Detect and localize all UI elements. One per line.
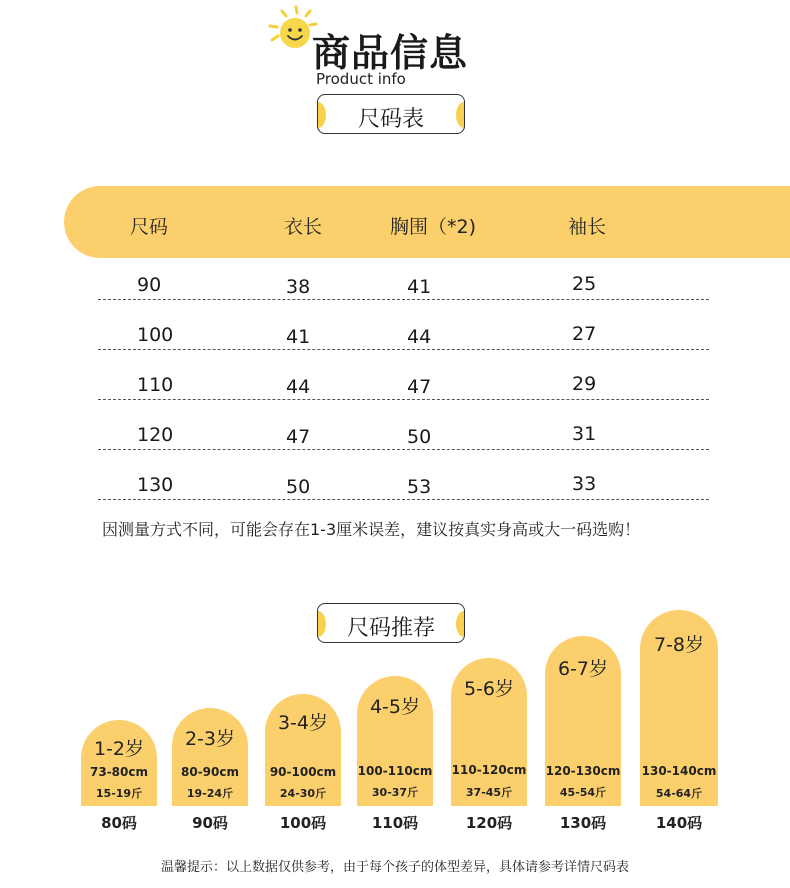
- cell-size: 110: [137, 374, 174, 396]
- footer-tip: 温馨提示：以上数据仅供参考，由于每个孩子的体型差异，具体请参考详情尺码表: [160, 860, 629, 875]
- age-range: 7-8岁: [653, 634, 705, 656]
- size-column: [451, 658, 527, 806]
- size-column: [357, 676, 433, 806]
- size-label: 90码: [192, 814, 228, 832]
- size-label: 140码: [655, 814, 703, 832]
- size-column: [640, 610, 718, 806]
- column-header-sleeve: 袖长: [568, 216, 607, 238]
- height-range: 120-130cm: [545, 764, 621, 778]
- cell-sleeve: 25: [572, 273, 597, 295]
- cell-sleeve: 27: [572, 323, 597, 345]
- cell-chest: 47: [407, 376, 432, 398]
- weight-range: 24-30斤: [279, 787, 327, 800]
- age-range: 6-7岁: [557, 658, 609, 680]
- size-recommend-label: [317, 603, 465, 643]
- cell-size: 130: [137, 474, 174, 496]
- age-range: 3-4岁: [277, 712, 329, 734]
- cell-length: 50: [286, 476, 311, 498]
- row-divider: [98, 349, 709, 350]
- row-divider: [98, 499, 709, 500]
- column-header-size: 尺码: [130, 216, 169, 238]
- cell-chest: 44: [407, 326, 432, 348]
- cell-size: 100: [137, 324, 174, 346]
- cell-length: 47: [286, 426, 311, 448]
- column-header-length: 衣长: [284, 216, 323, 238]
- height-range: 100-110cm: [357, 764, 433, 778]
- height-range: 110-120cm: [451, 763, 527, 777]
- age-range: 2-3岁: [184, 728, 236, 750]
- size-label: 130码: [559, 814, 607, 832]
- height-range: 90-100cm: [269, 765, 337, 779]
- weight-range: 15-19斤: [95, 787, 143, 800]
- cell-sleeve: 31: [572, 423, 597, 445]
- size-label: 110码: [371, 814, 419, 832]
- age-range: 5-6岁: [463, 678, 515, 700]
- cell-chest: 53: [407, 476, 432, 498]
- weight-range: 37-45斤: [465, 786, 513, 799]
- weight-range: 45-54斤: [559, 786, 607, 799]
- size-label: 100码: [279, 814, 327, 832]
- cell-size: 90: [137, 274, 162, 296]
- column-header-chest: 胸围（*2): [390, 216, 477, 238]
- size-column: [545, 636, 621, 806]
- page-title: 商品信息: [312, 31, 469, 75]
- cell-sleeve: 29: [572, 373, 597, 395]
- size-column: [172, 708, 248, 806]
- size-label: 120码: [465, 814, 513, 832]
- row-divider: [98, 449, 709, 450]
- cell-length: 44: [286, 376, 311, 398]
- cell-chest: 41: [407, 276, 432, 298]
- height-range: 130-140cm: [641, 764, 717, 778]
- age-range: 4-5岁: [369, 696, 421, 718]
- size-column: [81, 720, 157, 806]
- weight-range: 19-24斤: [186, 787, 234, 800]
- weight-range: 30-37斤: [371, 786, 419, 799]
- height-range: 73-80cm: [90, 765, 148, 779]
- age-range: 1-2岁: [93, 738, 145, 760]
- size-label: 80码: [101, 814, 137, 832]
- cell-length: 41: [286, 326, 311, 348]
- size-table-label-text: 尺码表: [357, 107, 424, 132]
- cell-chest: 50: [407, 426, 432, 448]
- cell-sleeve: 33: [572, 473, 597, 495]
- size-table-label: [317, 94, 465, 134]
- cell-size: 120: [137, 424, 174, 446]
- row-divider: [98, 399, 709, 400]
- row-divider: [98, 299, 709, 300]
- size-recommend-label-text: 尺码推荐: [346, 616, 435, 641]
- height-range: 80-90cm: [181, 765, 239, 779]
- measurement-note: 因测量方式不同，可能会存在1-3厘米误差，建议按真实身高或大一码选购！: [102, 520, 641, 539]
- cell-length: 38: [286, 276, 311, 298]
- weight-range: 54-64斤: [655, 787, 703, 800]
- page-subtitle: Product info: [316, 70, 406, 88]
- size-column: [265, 694, 341, 806]
